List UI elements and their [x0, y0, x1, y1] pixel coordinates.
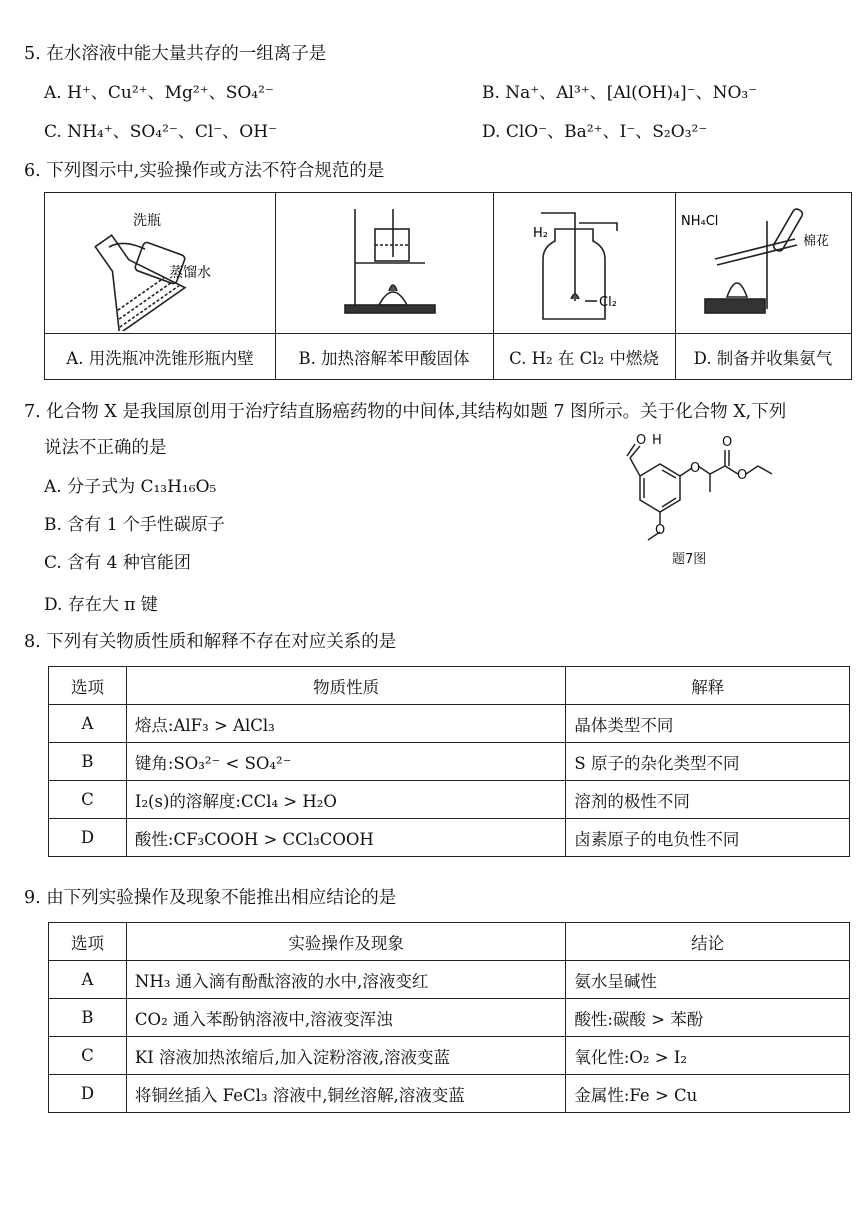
q8-cell: 晶体类型不同: [566, 705, 850, 743]
atom-h-aldehyde: H: [652, 433, 662, 448]
q8-cell: D: [49, 819, 127, 857]
table-row: [49, 705, 850, 743]
q8-cell: I₂(s)的溶解度:CCl₄ > H₂O: [126, 781, 565, 819]
atom-o-ester: O: [737, 468, 748, 483]
q8-header-option: 选项: [49, 667, 127, 705]
table-row: [49, 1075, 850, 1113]
q7-stem-line2: 说法不正确的是: [44, 438, 167, 458]
q6-fig-a-label2: 蒸馏水: [169, 265, 211, 281]
q9-table: [48, 922, 850, 1113]
q9-cell: D: [49, 1075, 127, 1113]
q9-cell: 酸性:碳酸 > 苯酚: [566, 999, 850, 1037]
q9-cell: A: [49, 961, 127, 999]
q8-cell: 酸性:CF₃COOH > CCl₃COOH: [126, 819, 565, 857]
q6-cell-c: [493, 193, 676, 379]
heating-stand-icon: [275, 201, 493, 331]
q9-cell: CO₂ 通入苯酚钠溶液中,溶液变浑浊: [126, 999, 565, 1037]
q6-fig-d-label2: 棉花: [803, 234, 830, 249]
q6-stem: 6. 下列图示中,实验操作或方法不符合规范的是: [24, 161, 385, 181]
ammonia-apparatus-icon: [675, 201, 851, 331]
q5-option-d: D. ClO⁻、Ba²⁺、I⁻、S₂O₃²⁻: [482, 122, 708, 142]
table-row: [49, 999, 850, 1037]
molecule-structure-icon: [600, 428, 790, 548]
q8-table: [48, 666, 850, 857]
q8-stem: 8. 下列有关物质性质和解释不存在对应关系的是: [24, 632, 397, 652]
q5-stem: 5. 在水溶液中能大量共存的一组离子是: [24, 44, 327, 64]
q8-cell: S 原子的杂化类型不同: [566, 743, 850, 781]
q9-header-conclusion: 结论: [566, 923, 850, 961]
q9-cell: 氨水呈碱性: [566, 961, 850, 999]
table-row: [49, 1037, 850, 1075]
table-row: [49, 743, 850, 781]
q6-fig-c-label2: Cl₂: [599, 295, 617, 310]
q8-cell: 熔点:AlF₃ > AlCl₃: [126, 705, 565, 743]
q6-caption-c: C. H₂ 在 Cl₂ 中燃烧: [493, 333, 675, 380]
q5-option-c: C. NH₄⁺、SO₄²⁻、Cl⁻、OH⁻: [44, 122, 278, 142]
q9-cell: 氧化性:O₂ > I₂: [566, 1037, 850, 1075]
wash-bottle-icon: [45, 201, 275, 331]
q9-header-option: 选项: [49, 923, 127, 961]
q6-caption-a: A. 用洗瓶冲洗锥形瓶内壁: [45, 333, 275, 380]
q6-cell-b: [275, 193, 494, 379]
q6-figure-table: [44, 192, 852, 380]
q7-stem-line1: 7. 化合物 X 是我国原创用于治疗结直肠癌药物的中间体,其结构如题 7 图所示。关于化合物 X,下列: [24, 402, 787, 422]
q9-header-operation: 实验操作及现象: [126, 923, 565, 961]
q7-figure-caption: 题7图: [672, 552, 707, 567]
gas-bottle-icon: [493, 201, 675, 331]
atom-o-aldehyde: O: [636, 433, 647, 448]
q8-cell: B: [49, 743, 127, 781]
q9-cell: NH₃ 通入滴有酚酞溶液的水中,溶液变红: [126, 961, 565, 999]
q8-table-header: [49, 667, 850, 705]
table-row: [49, 819, 850, 857]
q8-cell: 卤素原子的电负性不同: [566, 819, 850, 857]
q9-stem: 9. 由下列实验操作及现象不能推出相应结论的是: [24, 888, 397, 908]
q8-cell: 键角:SO₃²⁻ < SO₄²⁻: [126, 743, 565, 781]
q7-option-d: D. 存在大 π 键: [44, 595, 158, 615]
q6-cell-d: [675, 193, 851, 379]
q9-cell: C: [49, 1037, 127, 1075]
q8-header-property: 物质性质: [126, 667, 565, 705]
q9-cell: 金属性:Fe > Cu: [566, 1075, 850, 1113]
q8-cell: 溶剂的极性不同: [566, 781, 850, 819]
q6-cell-a: [45, 193, 276, 379]
q5-option-b: B. Na⁺、Al³⁺、[Al(OH)₄]⁻、NO₃⁻: [482, 83, 758, 103]
q6-fig-a-label1: 洗瓶: [133, 213, 161, 229]
table-row: [49, 781, 850, 819]
q6-caption-b: B. 加热溶解苯甲酸固体: [275, 333, 493, 380]
q7-option-c: C. 含有 4 种官能团: [44, 553, 191, 573]
q8-cell: A: [49, 705, 127, 743]
q8-header-explanation: 解释: [566, 667, 850, 705]
q6-caption-d: D. 制备并收集氨气: [675, 333, 851, 380]
q5-option-a: A. H⁺、Cu²⁺、Mg²⁺、SO₄²⁻: [44, 83, 274, 103]
atom-o-methoxy: O: [655, 523, 666, 538]
q7-option-a: A. 分子式为 C₁₃H₁₆O₅: [44, 477, 217, 497]
q9-cell: B: [49, 999, 127, 1037]
q9-cell: 将铜丝插入 FeCl₃ 溶液中,铜丝溶解,溶液变蓝: [126, 1075, 565, 1113]
q8-cell: C: [49, 781, 127, 819]
q9-cell: KI 溶液加热浓缩后,加入淀粉溶液,溶液变蓝: [126, 1037, 565, 1075]
q9-table-header: [49, 923, 850, 961]
q6-fig-c-label1: H₂: [533, 226, 548, 241]
table-row: [49, 961, 850, 999]
q7-option-b: B. 含有 1 个手性碳原子: [44, 515, 225, 535]
atom-o-ether: O: [690, 461, 701, 476]
atom-o-carbonyl: O: [722, 435, 733, 450]
q6-fig-d-label1: NH₄Cl: [681, 214, 719, 229]
